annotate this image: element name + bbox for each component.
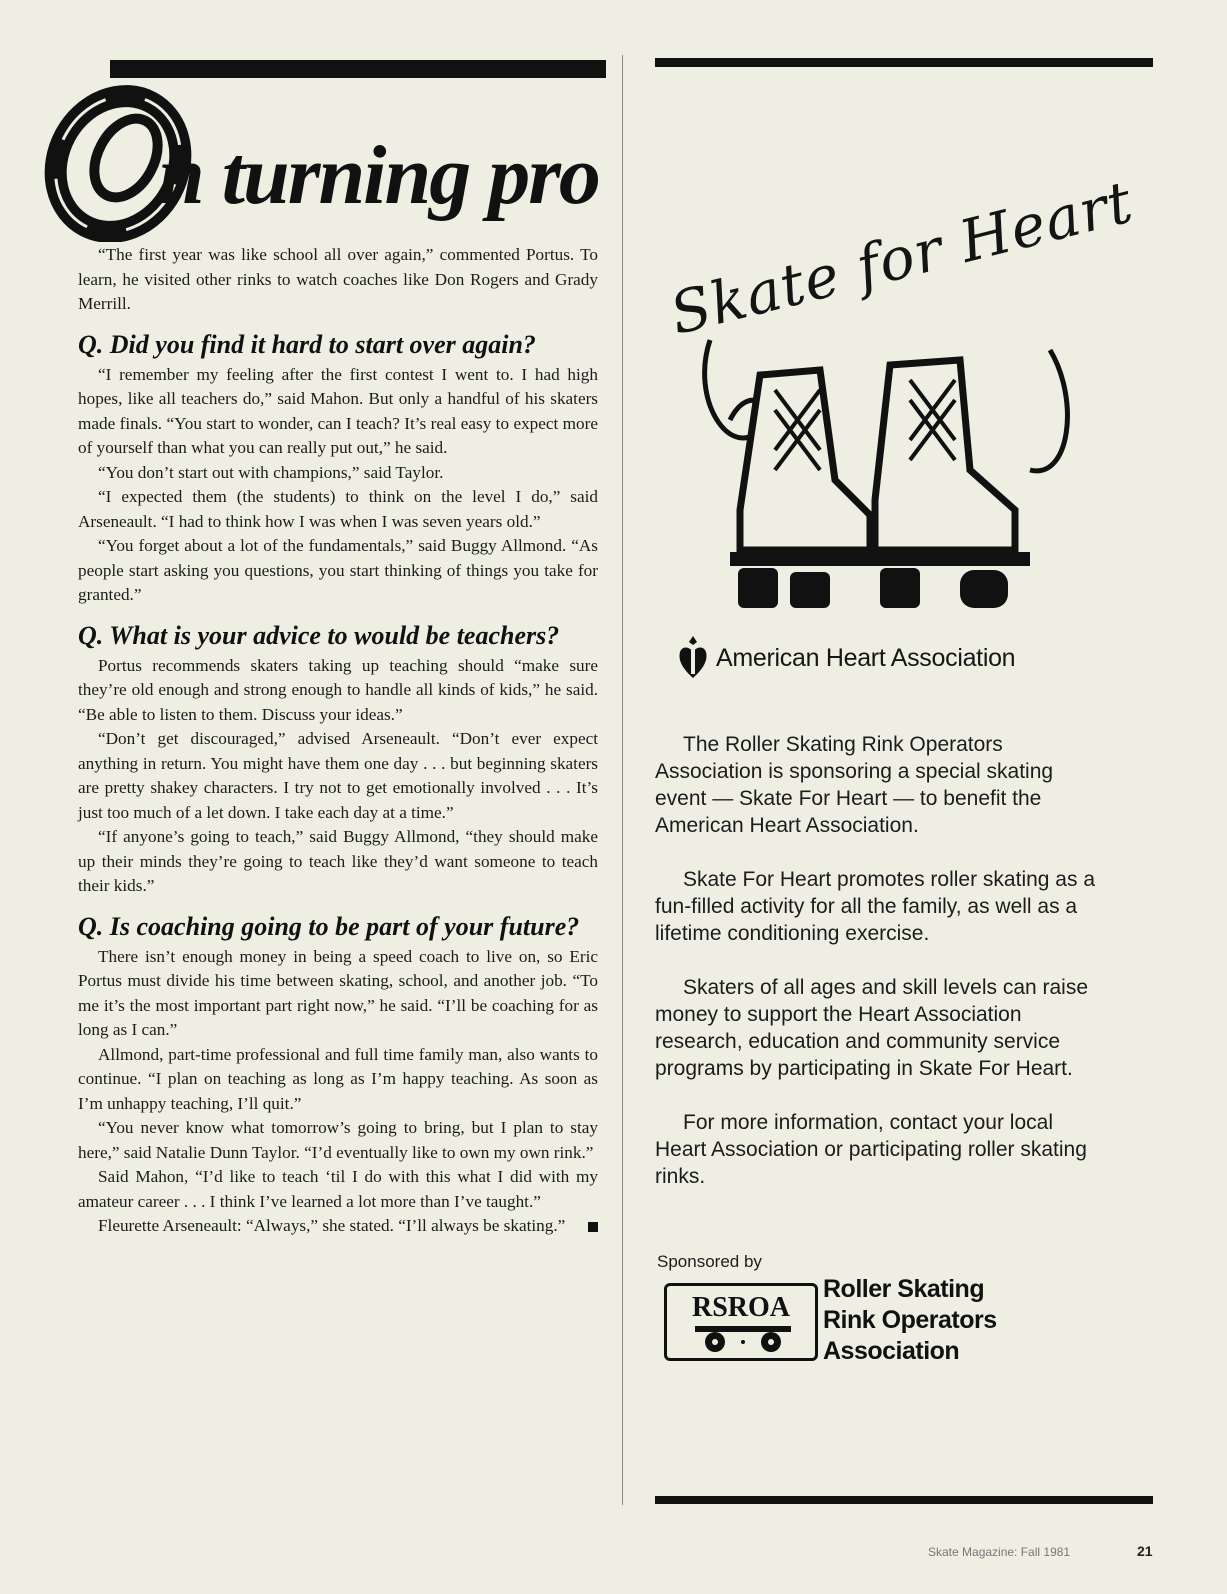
question-heading: Q. Is coaching going to be part of your future?: [78, 911, 580, 941]
paragraph: Allmond, part-time professional and full time family man, also wants to continue. “I plan on teaching as long as I’m happy teaching. As soon as I’m unhappy teaching, I’ll quit.”: [78, 1044, 598, 1113]
heart-torch-icon: [676, 636, 710, 680]
rsroa-abbrev: RSROA: [691, 1292, 790, 1323]
paragraph: “I expected them (the students) to think on the level I do,” said Arseneault. “I had to think how I was when I was seven years old.”: [78, 487, 598, 531]
column-divider: [622, 55, 623, 1505]
sponsor-name-line: Rink Operators: [823, 1306, 997, 1334]
article-title: [40, 72, 610, 242]
paragraph: Portus recommends skaters taking up teaching should “make sure they’re old enough and strong enough to handle all kinds of kids,” he said. “Be able to listen to them. Discuss your ideas.”: [78, 655, 598, 724]
ad-paragraph: The Roller Skating Rink Operators Association is sponsoring a special skating event — Skate For Heart — to benefit the American Heart Association.: [655, 733, 1054, 837]
ad-body: [655, 731, 1105, 1217]
final-paragraph: [78, 1214, 598, 1239]
publication-footer: Skate Magazine: Fall 1981: [928, 1545, 1071, 1559]
sponsor-name-line: Association: [823, 1337, 960, 1365]
paragraph: “Don’t get discouraged,” advised Arseneault. “Don’t ever expect anything in return. You might have them one day . . . but beginning skaters are pretty shakey characters. I try not to get emotionally involved . . . It’s just too much of a let down. I take each day at a time.”: [78, 729, 598, 822]
paragraph: “You never know what tomorrow’s going to bring, but I plan to stay here,” said Natalie Dunn Taylor. “I’d eventually like to own my own rink.”: [78, 1118, 598, 1162]
end-of-article-mark: [588, 1222, 598, 1232]
paragraph: “If anyone’s going to teach,” said Buggy Allmond, “they should make up their minds they’re going to teach like they’d want someone to teach their kids.”: [78, 827, 598, 895]
question-heading: Q. Did you find it hard to start over again?: [78, 329, 536, 359]
rsroa-logo: [664, 1283, 818, 1361]
paragraph: There isn’t enough money in being a speed coach to live on, so Eric Portus must divide his time between skating, school, and another job. “To me it’s the most important part right now,” he said. “I’ll be coaching for as long as I can.”: [78, 946, 598, 1039]
ad-paragraph: Skaters of all ages and skill levels can raise money to support the Heart Association research, education and community service programs by participating in Skate For Heart.: [655, 976, 1089, 1080]
article-body: [78, 243, 598, 1239]
aha-name: American Heart Association: [716, 643, 1016, 672]
paragraph: “You forget about a lot of the fundamentals,” said Buggy Allmond. “As people start asking you questions, you start thinking of things you take for granted.”: [78, 536, 598, 604]
skate-for-heart-script: Skate for Heart: [663, 167, 1140, 348]
sponsored-by-label: Sponsored by: [657, 1252, 762, 1271]
question-heading: Q. What is your advice to would be teachers?: [78, 620, 560, 650]
ad-bottom-rule: [655, 1496, 1153, 1504]
paragraph: “I remember my feeling after the first contest I went to. I had high hopes, like all teachers do,” said Mahon. But only a handful of his skaters made finals. “You start to wonder, can I teach? It’s real easy to expect more of yourself than what you can really put out,” he said.: [78, 364, 598, 457]
aha-logo-row: [676, 636, 1015, 680]
paragraph: “You don’t start out with champions,” said Taylor.: [98, 462, 444, 482]
ad-top-rule: [655, 58, 1153, 67]
paragraph: Said Mahon, “I’d like to teach ‘til I do with this what I did with my amateur career . . . I think I’ve learned a lot more than I’ve taught.”: [78, 1167, 598, 1211]
sponsor-name: [823, 1274, 997, 1367]
paragraph-text: Fleurette Arseneault: “Always,” she stated. “I’ll always be skating.”: [98, 1216, 566, 1235]
page-number: 21: [1137, 1543, 1153, 1559]
sponsor-name-line: Roller Skating: [823, 1275, 985, 1303]
skate-wheels-icon: [691, 1324, 795, 1354]
title-text: n turning pro: [158, 129, 599, 222]
ad-paragraph: For more information, contact your local Heart Association or participating roller skating rinks.: [655, 1111, 1087, 1188]
intro-paragraph: “The first year was like school all over again,” commented Portus. To learn, he visited other rinks to watch coaches like Don Rogers and Grady Merrill.: [78, 245, 598, 313]
ad-paragraph: Skate For Heart promotes roller skating as a fun-filled activity for all the family, as well as a lifetime conditioning exercise.: [655, 868, 1096, 945]
